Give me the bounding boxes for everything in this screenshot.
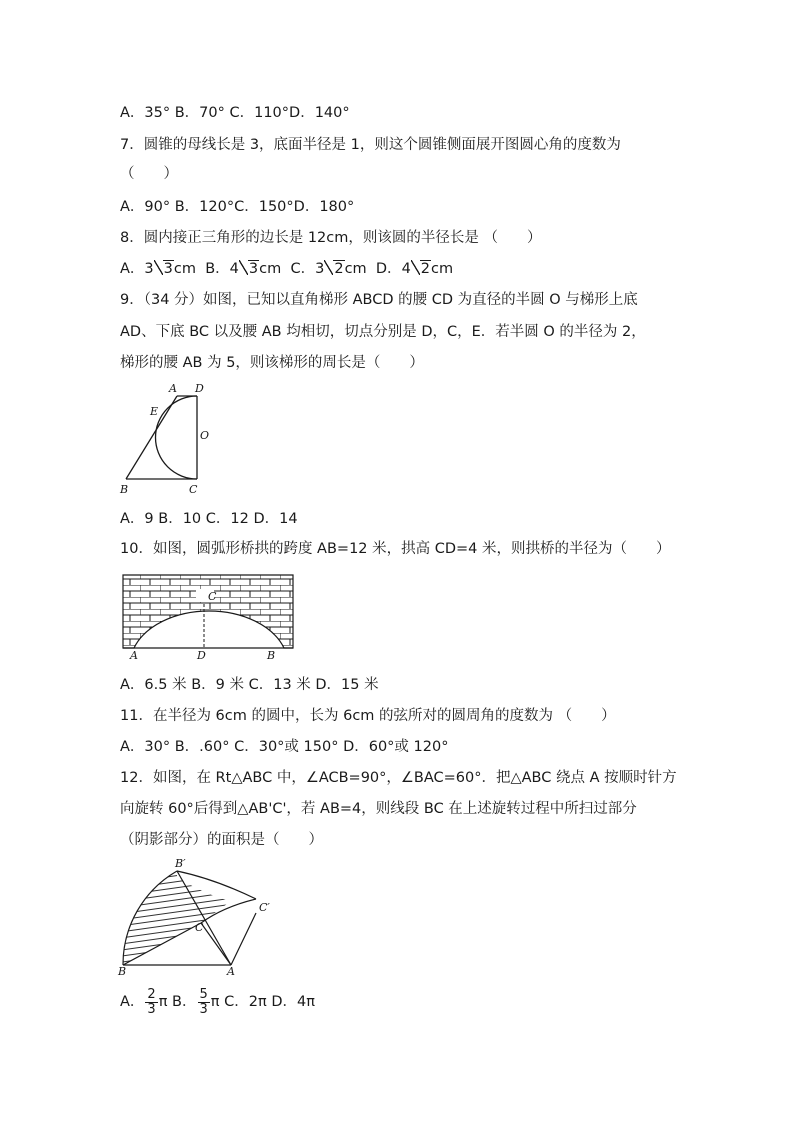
q10-options: A．6.5 米 B．9 米 C．13 米 D．15 米 [120,677,379,693]
q9-stem-line3: 梯形的腰 AB 为 5，则该梯形的周长是（ ） [120,355,424,371]
q9-label-b: B [120,483,129,496]
q12-label-c: C [195,921,204,934]
q9-stem-line2: AD、下底 BC 以及腰 AB 均相切，切点分别是 D，C，E．若半圆 O 的半径为 2， [120,324,646,340]
q8-option-c: C．3 2cm [290,261,367,277]
q9-stem-line1: 9．（34 分）如图，已知以直角梯形 ABCD 的腰 CD 为直径的半圆 O 与梯形上底 [120,292,638,308]
q8-stem: 8．圆内接正三角形的边长是 12cm，则该圆的半径长是 （ ） [120,230,542,246]
q10-stem: 10．如图，圆弧形桥拱的跨度 AB=12 米，拱高 CD=4 米，则拱桥的半径为（ ） [120,541,671,557]
q11-stem: 11．在半径为 6cm 的圆中，长为 6cm 的弦所对的圆周角的度数为 （ ） [120,708,616,724]
q10-bridge-figure [120,573,300,663]
q12-rotation-figure [115,857,275,977]
q12-option-b: B． $\frac{5}{3}$ π [172,986,220,1017]
q9-options: A．9 B．10 C．12 D．14 [120,511,298,527]
q9-label-c: C [189,483,198,496]
q8-option-a: A．3 3cm [120,261,196,277]
q10-label-b: B [267,649,276,662]
q12-stem-line1: 12．如图，在 Rt△ABC 中，∠ACB=90°，∠BAC=60°．把△ABC 绕点 A 按顺时针方 [120,770,677,786]
q9-label-d: D [195,382,204,395]
q9-label-e: E [150,405,159,418]
q10-label-d: D [197,649,206,662]
q10-label-c: C [208,590,217,603]
q12-stem-line2: 向旋转 60°后得到△AB'C'，若 AB=4，则线段 BC 在上述旋转过程中所扫过部分 [120,801,637,817]
q12-option-tail: C．2π D．4π [224,994,315,1010]
q12-options [120,986,315,1018]
q6-options: A．35° B．70° C．110°D．140° [120,105,350,121]
q12-label-b-prime: B′ [175,857,186,870]
q8-options [120,259,453,279]
q7-stem-line1: 7．圆锥的母线长是 3，底面半径是 1，则这个圆锥侧面展开图圆心角的度数为 [120,137,621,153]
q9-label-a: A [169,382,177,395]
q11-options: A．30° B．.60° C．30°或 150° D．60°或 120° [120,739,449,755]
q8-option-b: B．4 3cm [205,261,282,277]
q12-label-c-prime: C′ [259,901,270,914]
q12-stem-line3: （阴影部分）的面积是（ ） [120,832,323,848]
q10-label-a: A [130,649,138,662]
q9-trapezoid-figure [115,382,225,500]
q12-label-b: B [118,965,127,978]
q12-label-a: A [227,965,235,978]
q7-stem-line2: （ ） [120,166,178,182]
q9-label-o: O [200,429,210,442]
q12-option-a: A． $\frac{2}{3}$ π [120,986,168,1017]
q8-option-d: D．4 2cm [375,261,454,277]
q7-options: A．90° B．120°C．150°D．180° [120,199,355,215]
